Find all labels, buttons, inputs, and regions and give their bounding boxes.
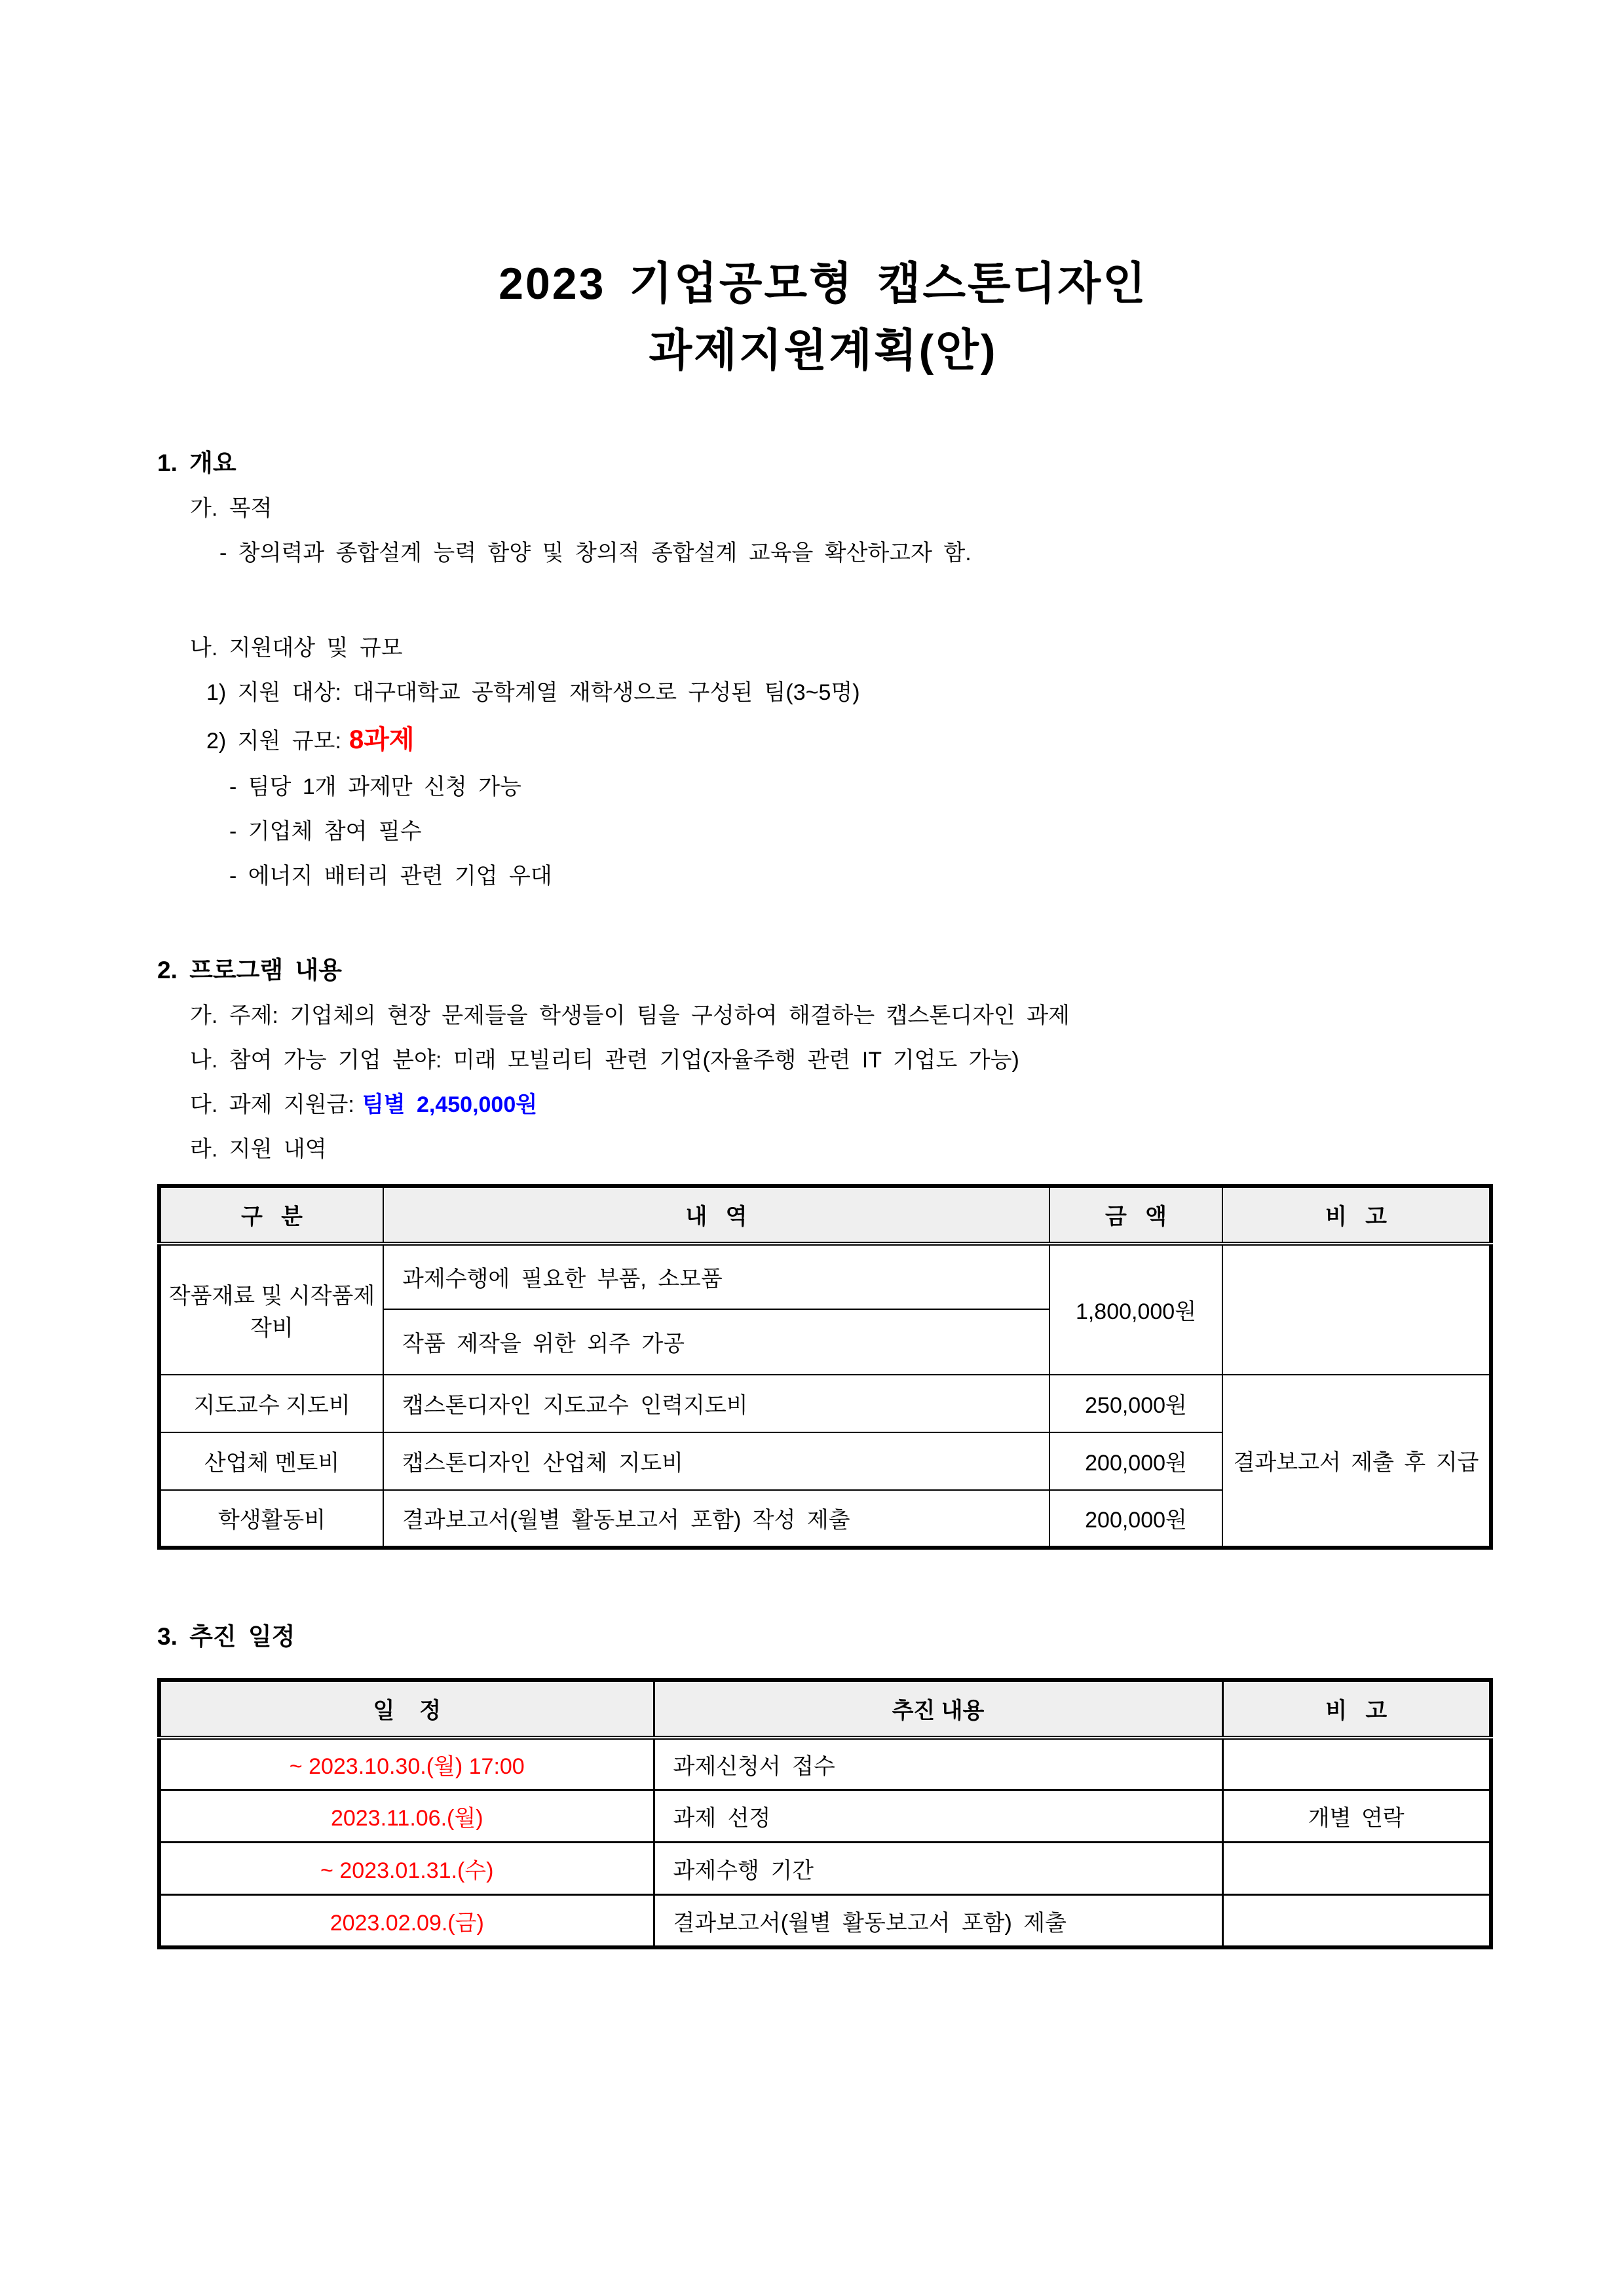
support-professor-detail: 캡스톤디자인 지도교수 인력지도비: [383, 1375, 1049, 1432]
support-header-category: 구 분: [159, 1186, 383, 1244]
support-header-note: 비 고: [1222, 1186, 1491, 1244]
document-content: [157, 0, 1489, 1949]
support-material-detail-1: 과제수행에 필요한 부품, 소모품: [383, 1244, 1049, 1309]
schedule-execute-date: ~ 2023.01.31.(수): [159, 1843, 654, 1895]
schedule-row-execute: [159, 1843, 1491, 1895]
section2-topic: 가. 주제: 기업체의 현장 문제들을 학생들이 팀을 구성하여 해결하는 캡스톤디자인 과제: [190, 1003, 1070, 1028]
section1-purpose-label: 가. 목적: [190, 496, 273, 522]
support-material-category: 작품재료 및 시작품제작비: [159, 1244, 383, 1375]
schedule-header-note: 비 고: [1222, 1680, 1491, 1738]
section2-grant-value: 팀별 2,450,000원: [362, 1092, 538, 1118]
section1-target-item: 1) 지원 대상: 대구대학교 공학계열 재학생으로 구성된 팀(3~5명): [206, 679, 860, 705]
schedule-select-date: 2023.11.06.(월): [159, 1790, 654, 1843]
schedule-header-content: 추진 내용: [654, 1680, 1222, 1738]
schedule-report-date: 2023.02.09.(금): [159, 1895, 654, 1947]
section2-detail-label: 라. 지원 내역: [190, 1137, 327, 1162]
support-student-detail: 결과보고서(월별 활동보고서 포함) 작성 제출: [383, 1490, 1049, 1548]
section2-grant-line: [157, 1090, 1489, 1119]
support-row-professor: [159, 1375, 1491, 1432]
section2-field: 나. 참여 가능 기업 분야: 미래 모빌리티 관련 기업(자율주행 관련 IT 기업도 가능): [190, 1048, 1019, 1073]
schedule-apply-date: ~ 2023.10.30.(월) 17:00: [159, 1738, 654, 1790]
support-payment-note: 결과보고서 제출 후 지급: [1222, 1375, 1491, 1548]
section1-scale-note-1: - 팀당 1개 과제만 신청 가능: [229, 775, 521, 799]
support-table-header-row: [159, 1186, 1491, 1244]
section2-heading: 2. 프로그램 내용: [157, 956, 342, 984]
support-professor-amount: 250,000원: [1049, 1375, 1222, 1432]
section1-scale-value: 8과제: [349, 725, 415, 754]
support-mentor-amount: 200,000원: [1049, 1432, 1222, 1490]
section1-scale-line: [157, 723, 1489, 757]
section1-scale-prefix: 2) 지원 규모:: [206, 729, 341, 754]
schedule-execute-content: 과제수행 기간: [654, 1843, 1222, 1895]
schedule-row-report: [159, 1895, 1491, 1947]
support-mentor-category: 산업체 멘토비: [159, 1432, 383, 1490]
section1-purpose-item: - 창의력과 종합설계 능력 함양 및 창의적 종합설계 교육을 확산하고자 함.: [219, 541, 972, 566]
section1-scale-note-3: - 에너지 배터리 관련 기업 우대: [229, 864, 552, 889]
support-header-amount: 금 액: [1049, 1186, 1222, 1244]
schedule-select-content: 과제 선정: [654, 1790, 1222, 1843]
schedule-table-header-row: [159, 1680, 1491, 1738]
schedule-table: [157, 1678, 1493, 1949]
section1-scale-note-2: - 기업체 참여 필수: [229, 819, 422, 845]
support-professor-category: 지도교수 지도비: [159, 1375, 383, 1432]
schedule-apply-note: [1222, 1738, 1491, 1790]
support-student-category: 학생활동비: [159, 1490, 383, 1548]
support-table: [157, 1184, 1493, 1550]
section1-heading: 1. 개요: [157, 450, 236, 476]
support-material-note: [1222, 1244, 1491, 1375]
support-material-amount: 1,800,000원: [1049, 1244, 1222, 1375]
section3-heading: 3. 추진 일정: [157, 1622, 295, 1650]
section2-grant-prefix: 다. 과제 지원금:: [190, 1092, 354, 1118]
document-title-line2: 과제지원계획(안): [649, 326, 998, 375]
support-mentor-detail: 캡스톤디자인 산업체 지도비: [383, 1432, 1049, 1490]
schedule-apply-content: 과제신청서 접수: [654, 1738, 1222, 1790]
document-title: [157, 0, 1489, 384]
support-student-amount: 200,000원: [1049, 1490, 1222, 1548]
support-material-detail-2: 작품 제작을 위한 외주 가공: [383, 1309, 1049, 1375]
schedule-row-apply: [159, 1738, 1491, 1790]
schedule-execute-note: [1222, 1843, 1491, 1895]
document-title-line1: 2023 기업공모형 캡스톤디자인: [499, 259, 1148, 309]
section1-target-label: 나. 지원대상 및 규모: [190, 635, 403, 660]
support-row-material-1: [159, 1244, 1491, 1309]
schedule-row-select: [159, 1790, 1491, 1843]
schedule-select-note: 개별 연락: [1222, 1790, 1491, 1843]
schedule-report-content: 결과보고서(월별 활동보고서 포함) 제출: [654, 1895, 1222, 1947]
schedule-report-note: [1222, 1895, 1491, 1947]
support-header-detail: 내 역: [383, 1186, 1049, 1244]
schedule-header-date: 일 정: [159, 1680, 654, 1738]
